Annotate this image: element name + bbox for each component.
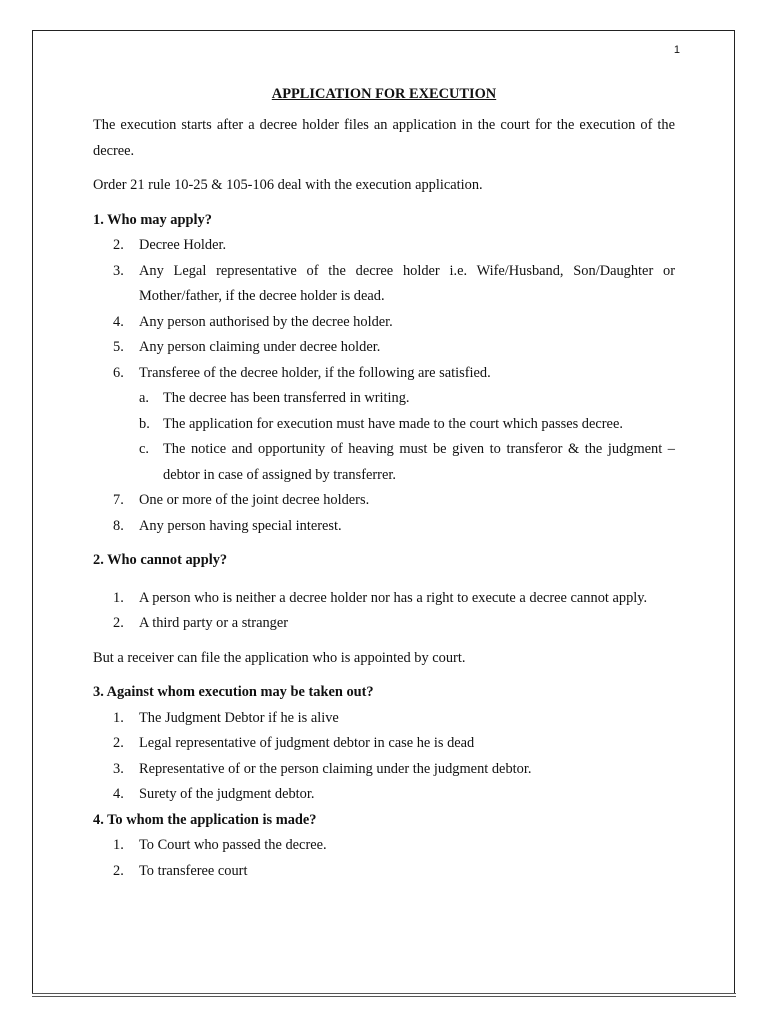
list-item: 5. Any person claiming under decree holder.: [113, 339, 381, 355]
section-4-list: [93, 833, 675, 884]
list-item: 1. The Judgment Debtor if he is alive: [113, 709, 339, 726]
list-item: 2. To transferee court: [113, 862, 248, 879]
receiver-note: But a receiver can file the application who is appointed by court.: [93, 649, 466, 666]
sub-list-item: a. The decree has been transferred in writing.: [139, 390, 410, 406]
list-item: 1. A person who is neither a decree holder nor has a right to execute a decree cannot apply.: [113, 589, 648, 606]
list-item: 2. Legal representative of judgment debtor in case he is dead: [113, 735, 475, 751]
page-number: 1: [673, 44, 680, 56]
list-item: 4. Any person authorised by the decree holder.: [113, 313, 393, 330]
section-2-heading: 2. Who cannot apply?: [93, 552, 228, 568]
section-1-list: [93, 233, 675, 539]
bottom-rule: [32, 993, 736, 994]
list-item: 7. One or more of the joint decree holders.: [113, 492, 370, 508]
sub-list-item: c. The notice and opportunity of heaving must be given to transferor & the judgment – debtor in case of assigned by transferrer.: [139, 441, 675, 483]
bottom-rule-double: [32, 996, 736, 997]
list-item: 2. Decree Holder.: [113, 237, 227, 253]
intro-paragraph: The execution starts after a decree holder files an application in the court for the execution of the decree.: [93, 117, 675, 159]
list-item: 6. Transferee of the decree holder, if the following are satisfied.: [113, 364, 491, 381]
section-3-list: [93, 706, 675, 808]
list-item: 2. A third party or a stranger: [113, 615, 289, 631]
section-2-list: [93, 586, 675, 637]
sub-list-item: b. The application for execution must have made to the court which passes decree.: [139, 415, 623, 432]
document-body: [93, 86, 675, 884]
section-1-heading: 1. Who may apply?: [93, 211, 212, 228]
list-item: 3. Representative of or the person claiming under the judgment debtor.: [113, 760, 532, 777]
order-paragraph: Order 21 rule 10-25 & 105-106 deal with the execution application.: [93, 177, 483, 193]
section-3-heading: 3. Against whom execution may be taken out?: [93, 684, 374, 700]
list-item: 1. To Court who passed the decree.: [113, 837, 327, 853]
section-4-heading: 4. To whom the application is made?: [93, 811, 317, 828]
list-item: 8. Any person having special interest.: [113, 517, 342, 534]
list-item: 4. Surety of the judgment debtor.: [113, 786, 315, 802]
document-title: APPLICATION FOR EXECUTION: [271, 86, 497, 102]
list-item: 3. Any Legal representative of the decree holder i.e. Wife/Husband, Son/Daughter or Mother/father, if the decree holder is dead.: [113, 262, 675, 304]
